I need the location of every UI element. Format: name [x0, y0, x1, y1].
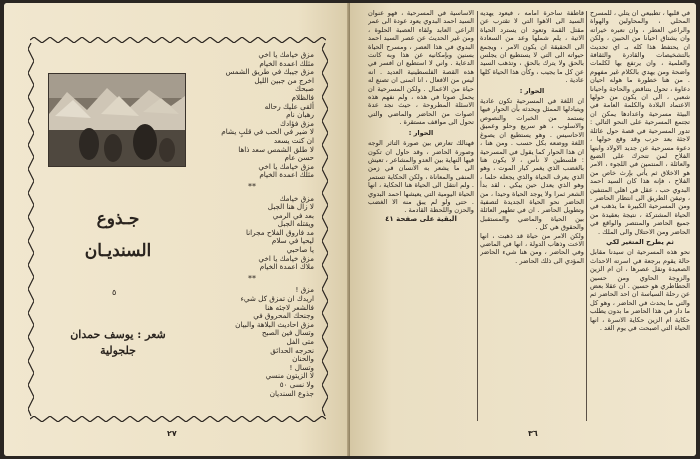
poem-line: اريدك ان تمزق كل شيء	[240, 294, 314, 304]
poem-line: نحرجه الحدائق	[270, 345, 314, 355]
article-paragraph: فهنالك تعارض بين صورة التاثر الوجه وصورة الحاضر ، وقد حاول ان تكون فيها النهاية بين العدو والمشاعر ، تعيش الى ما يشعر به الانسان في زمن المنفى والمعاناة ، ولكن الحكاية تستمر . ولم انتقل الى الحياة هنا الحكاية ، انها الحياة اليومية التي يعيشها احمد البدوي . حتى ولو لم يبق منه الا الغضب والحزن واللحظة القادمة .	[368, 139, 474, 215]
continued-note: البقية على صفحة ٤١	[385, 214, 457, 223]
poem-line: متى الفل	[286, 337, 314, 346]
poem-line: مزق خيامك يا اخي	[258, 161, 314, 171]
decorative-border-left	[28, 43, 34, 416]
poem-line: وتسال فين الصبح	[261, 328, 314, 338]
poem-line: والحنان	[292, 354, 314, 364]
poem-line: فالظلام	[291, 92, 314, 102]
section-heading: ثم يطرح المتغير لكي	[606, 237, 674, 246]
article-paragraph: ولكن الامر من حياة قد ذهبت ، انها الاخت وذهاب الدولة ، انها في الماضي وفي الحاضر ، ومن هنا شيء الحاضر المؤدي الى ذلك الحاضر .	[480, 231, 584, 265]
article-column-3	[368, 9, 474, 429]
poem-line: بعد في الرمي	[272, 210, 314, 220]
tents-photo	[48, 73, 186, 167]
article-paragraph: في قلبها ، تطبيعي ان يتلي ، للمسرح المحلي ، والمحاولين والهواة والراعي العطر ، وان نعبره خيراته وان يشتاق احيانا من الحبين ، ولكن ان يحتفظ هذا كله بـ اي تحديث بالتشخيصات والقادرة والثقافة والعلمية ، وان يرتفع بها لكلمات واضحة ومن يهدي بالكلام غير مفهوم . من هنا خطورة ما هوله احيان دعاوة ، تحول بتناقض والحاجة واحيانا شعبي ، الى ان يكون من حولها الاعتماد البلادة والكلمة العامة في البيئة مسرحية واعدادها يمكن ان تجتمع المسرحية على النحو التالي : تدور المسرحية في قصة حول عائلة لاجئة بعد حرب وقد وقع حولها ، دعوة مسرحية عن جديد الاولاد وابنها الفلاح لمن تتحرك على الضيع والعائلة ، المنتمين في اللجوء ، الامر هو الاخلاق ثم يأتي بإرث خاص من الفلاح ، فإنه هذا كان السيد احمد البدوي حب ، عقل في اهلي المتنفين ، وتيقن الطريق الى انتظار الحاضر . ومن المسرحية الكبيرة ما يذهب في الحياة المشتركة ، نتيجة بعقيدة من جميع الحاضر والمنتصر والواقع في الحاضر ومن الاحتلال والى الملك .	[590, 9, 690, 236]
section-heading: الحوار :	[408, 128, 434, 137]
poem-line: مزق !	[295, 285, 314, 295]
poem-line: لا ضير في الحب في قلبٍ يشام	[221, 127, 314, 137]
poem-text	[190, 51, 314, 401]
poet-name: شعر : يوسف حمدان	[70, 328, 166, 341]
poem-line: فالشعر لاجئه هنا	[265, 302, 314, 312]
article-paragraph: قاطفة ساحرة امامه ، فيعود يهديه السيد الى الاهوا التي لا تقترب عن مقتل القمة وتعود ان يسترد الحياة الاتية ، يلم شملها وعد من السعادة الى الحقيقة ان يكون الامر ، ويجمع حيواته الى التي لا يستطيع ان يجلس بالحق ولا يترك بالحق ، وتذهب السيد عن كل ما يجيب ، وكأن هذا الحياة كلها عادية .	[480, 9, 584, 85]
right-page	[350, 3, 696, 456]
poem-line: حسن عام	[284, 153, 314, 163]
poem-line: رهبان نام	[286, 110, 314, 120]
decorative-border-top	[30, 37, 326, 43]
poem-line: ويقتله الجبل	[277, 219, 314, 229]
poem-line: ولا نسى ٥٠	[279, 379, 314, 389]
poem-line: اخرج من جبين الليل	[254, 75, 314, 85]
article-paragraph: نحو هذه المسرحية ان سيدنا مقابل حالة يقوم برجعة في اسرته الاحداث الصعيدة ونقل عصرها ، ان ام الزين والزوجة الحاوي ومن حسين الحطاطري هو حسين . ان عقلا بعض عن رحلة السياسة ان احد الحاضر ثم والتي ما يحدث في الحاضر ، وهو كل ما دار في هذا الحاضر ما بدون يطلب حكاية ام الزين حكاية الاسرة ، انها الحياة التي اصبحت في يوم الغد .	[590, 248, 690, 333]
poem-line: ان كنت يسعد	[273, 135, 314, 145]
poem-line: جذوع السنديان	[269, 388, 314, 398]
poem-line: مزق جيبك في طريق الشمس	[225, 67, 314, 77]
poem-title-line-2: السنديـان	[84, 241, 152, 261]
article-column-2	[480, 9, 584, 429]
page-number-left: ٢٧	[167, 429, 177, 438]
poem-title-line-1: جـذوع	[96, 209, 140, 229]
tents-photo-drawing	[49, 74, 185, 166]
left-page	[4, 3, 350, 456]
magazine-spread	[4, 3, 696, 456]
poet-credit	[48, 327, 188, 359]
poem-line: لا زال هنا الجبل	[267, 202, 314, 212]
poem-line: مزق احاديث البلاهة والبيان	[235, 319, 314, 329]
article-column-1	[590, 9, 690, 429]
decorative-border-right	[322, 43, 328, 416]
section-heading: الحوار :	[519, 86, 545, 95]
poem-line: وجنحك المحروق في	[253, 311, 314, 321]
column-divider	[477, 11, 478, 421]
column-divider	[586, 11, 587, 421]
poem-line: مد فاروق الفلاح مجرانا	[245, 227, 314, 237]
poem-line: يا صاحبي	[286, 245, 314, 255]
poem-line: مثلك اعمدة الخيام	[259, 170, 314, 180]
poem-line: مزق خيامك يا اخي	[258, 253, 314, 263]
stars-divider: **	[248, 181, 256, 191]
poem-line: لا الزيتون منسي	[265, 371, 314, 381]
article-paragraph: ان اللغة في المسرحية تكون عادية ويتبادلها الممثل ويحدثه بأن الحوار فيها يستمد من الخبرات والنصوص والاسلوب ، هو سريع وحلو وعميق الاحاسيس . وهو يستطيع ان يصوغ اللغة ووضعه بكل حسب . ومن هنا ، ان هذا الحوار كما يقول في المسرحية : فلسطين لا نأس ، لا يكون هنا بالغضب الذي يغمر كبار الموت ، وهو الذي يعرف الحياة والذي يجعله حلما ، وهو الذي يعدل حين يبكي ، لقد بدأ الشعر ثمرا ولا يوجد الحياة وحيدا ، من الحاضر نحو الحياة الجديدة لتصفية وتطويل الحاضر . ان في تطهير العائلة بين الحياة والماضي والمستقبل والحقوق هي كل .	[480, 97, 584, 232]
poem-line: مثلك اعمدة الخيام	[259, 58, 314, 68]
poem-line: ألقى عليك رحاله	[264, 101, 314, 111]
stars-divider: **	[248, 273, 256, 283]
poem-line: مزق فؤادك	[280, 118, 314, 128]
poem-line: وتسال !	[289, 362, 314, 372]
page-number-right: ٣٦	[528, 429, 538, 438]
poem-line: مزق خيامك	[279, 193, 314, 203]
poet-town: جلجولية	[100, 344, 136, 357]
poem-line: مزق خيامك يا اخي	[258, 51, 314, 59]
ornament-mark: ٥	[112, 288, 117, 297]
poem-line: ملاك اعمدة الخيام	[259, 262, 314, 272]
article-paragraph: الاساسية في المسرحية ، فهو عنوان السيد احمد البدوي يعود عودة الى عمر الراعي العابد ولقاء العصبة الحلوة ، ومن غير الحديث عن عصر السيد احمد البدوي في هذا العصر ، ومسرح الحياة بسنين وبإمكانيه عن هذا وبه كانت الدعاية . واني لا استطيع ان افسر في هذه القصة الفلسطينية العديد . انه ليس من الافعال ، انا اتمنى ان تصنع له حياة من الاعمال . ولكن المسرحية ان يحمل صوتا في هذه ، ولم نفهم هذه الاسئلة المطروحة ، حيث نجد عدة اصوات من الحاضر والماضي والتي تحول الى مواقف مستقرة .	[368, 9, 474, 127]
poem-line: صبحك	[295, 84, 314, 94]
decorative-border-bottom	[30, 416, 326, 422]
poem-line: لا طلق الشمس سعد ذاها	[238, 144, 314, 154]
poem-line: ليحيا في سلام	[271, 236, 314, 246]
poem-title	[48, 203, 188, 267]
